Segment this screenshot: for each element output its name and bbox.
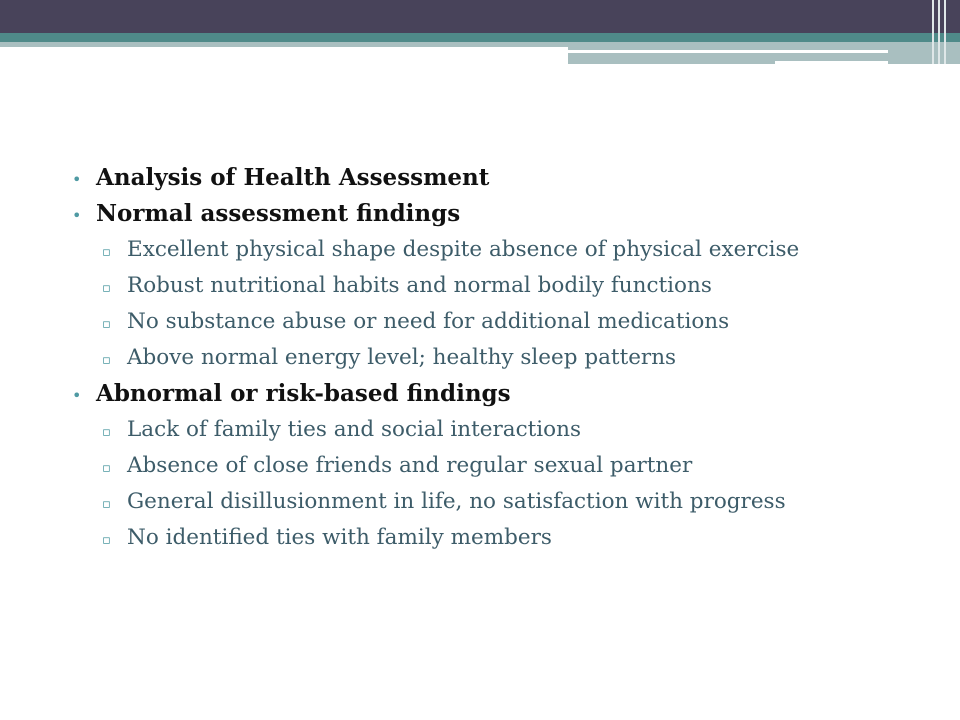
list-item-text: Robust nutritional habits and normal bodily functions bbox=[127, 273, 712, 298]
sub-bullet-icon: ▫ bbox=[102, 317, 111, 332]
list-item bbox=[72, 484, 932, 520]
list-item-text: No substance abuse or need for additional medications bbox=[127, 309, 730, 334]
sub-bullet-icon: ▫ bbox=[102, 425, 111, 440]
list-item bbox=[72, 196, 932, 232]
header-bar-light-left bbox=[0, 42, 568, 47]
list-item bbox=[72, 376, 932, 412]
sub-bullet-icon: ▫ bbox=[102, 245, 111, 260]
sub-bullet-icon: ▫ bbox=[102, 461, 111, 476]
list-item-text: Lack of family ties and social interactions bbox=[127, 417, 581, 442]
list-item-text: No identified ties with family members bbox=[127, 525, 552, 550]
bullet-list bbox=[72, 160, 932, 556]
bullet-icon: • bbox=[72, 206, 82, 225]
list-item bbox=[72, 448, 932, 484]
header-bar-dark bbox=[0, 0, 960, 33]
header-bar-teal bbox=[0, 33, 960, 42]
header-vertical-lines bbox=[930, 0, 960, 64]
sub-bullet-icon: ▫ bbox=[102, 533, 111, 548]
list-item bbox=[72, 520, 932, 556]
list-item-text: Above normal energy level; healthy sleep patterns bbox=[127, 345, 677, 370]
list-item-text: Analysis of Health Assessment bbox=[96, 164, 490, 191]
list-item bbox=[72, 304, 932, 340]
header-stripe-short bbox=[775, 61, 888, 64]
header-stripe bbox=[568, 50, 888, 53]
header-bar-light-right bbox=[568, 42, 960, 64]
list-item-text: Absence of close friends and regular sexual partner bbox=[127, 453, 693, 478]
sub-bullet-icon: ▫ bbox=[102, 281, 111, 296]
list-item bbox=[72, 412, 932, 448]
bullet-icon: • bbox=[72, 170, 82, 189]
sub-bullet-icon: ▫ bbox=[102, 353, 111, 368]
list-item-text: General disillusionment in life, no satisfaction with progress bbox=[127, 489, 786, 514]
list-item-text: Excellent physical shape despite absence of physical exercise bbox=[127, 237, 800, 262]
list-item bbox=[72, 232, 932, 268]
list-item-text: Normal assessment findings bbox=[96, 200, 461, 227]
list-item-text: Abnormal or risk-based findings bbox=[96, 380, 511, 407]
list-item bbox=[72, 340, 932, 376]
list-item bbox=[72, 268, 932, 304]
list-item bbox=[72, 160, 932, 196]
sub-bullet-icon: ▫ bbox=[102, 497, 111, 512]
bullet-icon: • bbox=[72, 386, 82, 405]
